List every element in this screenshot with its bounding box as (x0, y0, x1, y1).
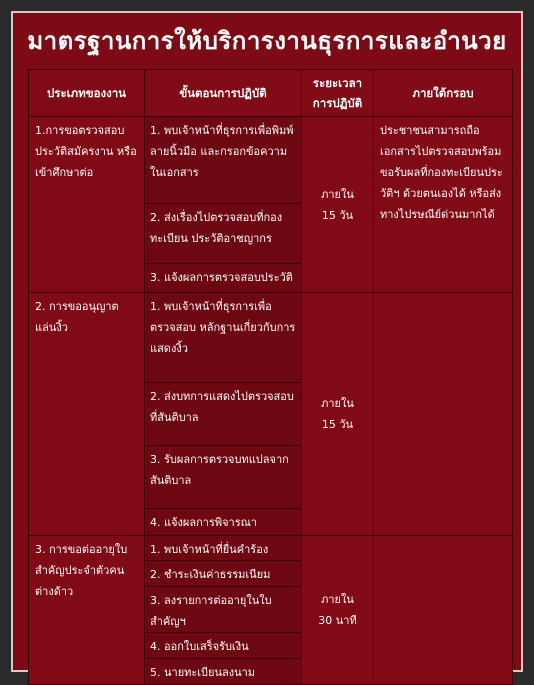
step-cell: 1. พบเจ้าหน้าที่ยื่นคำร้อง (145, 536, 302, 561)
duration-cell (302, 293, 374, 536)
service-type-cell: 3. การขอต่ออายุใบสำคัญประจำตัวคนต่างด้าว (29, 536, 145, 685)
step-cell: 3. รับผลการตรวจบทแปลจากสันติบาล (145, 446, 302, 509)
timeframe-note-cell: ประชาชนสามารถถือเอกสารไปตรวจสอบพร้อมขอรับผลที่กองทะเบียนประวัติฯ ด้วยตนเองได้ หรือส่งทางไปรษณีย์ด่วนมากได้ (374, 117, 513, 293)
page-title: มาตรฐานการให้บริการงานธุรการและอำนวย (27, 27, 507, 55)
service-type-cell: 2. การขออนุญาตแล่นงิ้ว (29, 293, 145, 536)
header-steps: ขั้นตอนการปฏิบัติ (145, 70, 302, 117)
step-cell: 5. นายทะเบียนลงนาม (145, 659, 302, 685)
table-row (29, 117, 513, 204)
step-cell: 2. ส่งบทการแสดงไปตรวจสอบที่สันติบาล (145, 383, 302, 446)
header-duration-line2: การปฏิบัติ (312, 96, 363, 110)
step-cell: 1. พบเจ้าหน้าที่ธุรการเพื่อพิมพ์ลายนิ้วมือ และกรอกข้อความในเอกสาร (145, 117, 302, 204)
duration-line2: 15 วัน (321, 418, 354, 431)
table-row (29, 293, 513, 383)
step-cell: 3. แจ้งผลการตรวจสอบประวัติ (145, 264, 302, 293)
duration-line1: ภายใน (321, 397, 354, 410)
duration-cell (302, 536, 374, 685)
header-type: ประเภทของงาน (29, 70, 145, 117)
step-cell: 2. ชำระเงินค่าธรรมเนียม (145, 561, 302, 587)
step-cell: 2. ส่งเรื่องไปตรวจสอบที่กองทะเบียน ประวัติอาชญากร (145, 204, 302, 264)
timeframe-note-cell (374, 536, 513, 685)
step-cell: 3. ลงรายการต่ออายุในใบสำคัญฯ (145, 587, 302, 633)
step-cell: 4. แจ้งผลการพิจารณา (145, 509, 302, 536)
timeframe-note-cell (374, 293, 513, 536)
service-type-cell: 1.การขอตรวจสอบประวัติสมัครงาน หรือเข้าศึกษาต่อ (29, 117, 145, 293)
header-duration-line1: ระยะเวลา (312, 76, 363, 90)
table-row (29, 536, 513, 561)
service-standard-table (28, 69, 513, 685)
table-header-row (29, 70, 513, 117)
step-cell: 4. ออกใบเสร็จรับเงิน (145, 633, 302, 659)
duration-line2: 15 วัน (321, 208, 354, 222)
duration-line2: 30 นาที (318, 614, 357, 627)
header-timeframe: ภายใต้กรอบ (374, 70, 513, 117)
step-cell: 1. พบเจ้าหน้าที่ธุรการเพื่อตรวจสอบ หลักฐานเกี่ยวกับการแสดงงิ้ว (145, 293, 302, 383)
header-duration (302, 70, 374, 117)
duration-cell (302, 117, 374, 293)
duration-line1: ภายใน (321, 593, 354, 606)
duration-line1: ภายใน (321, 187, 354, 201)
content-panel (11, 11, 523, 679)
